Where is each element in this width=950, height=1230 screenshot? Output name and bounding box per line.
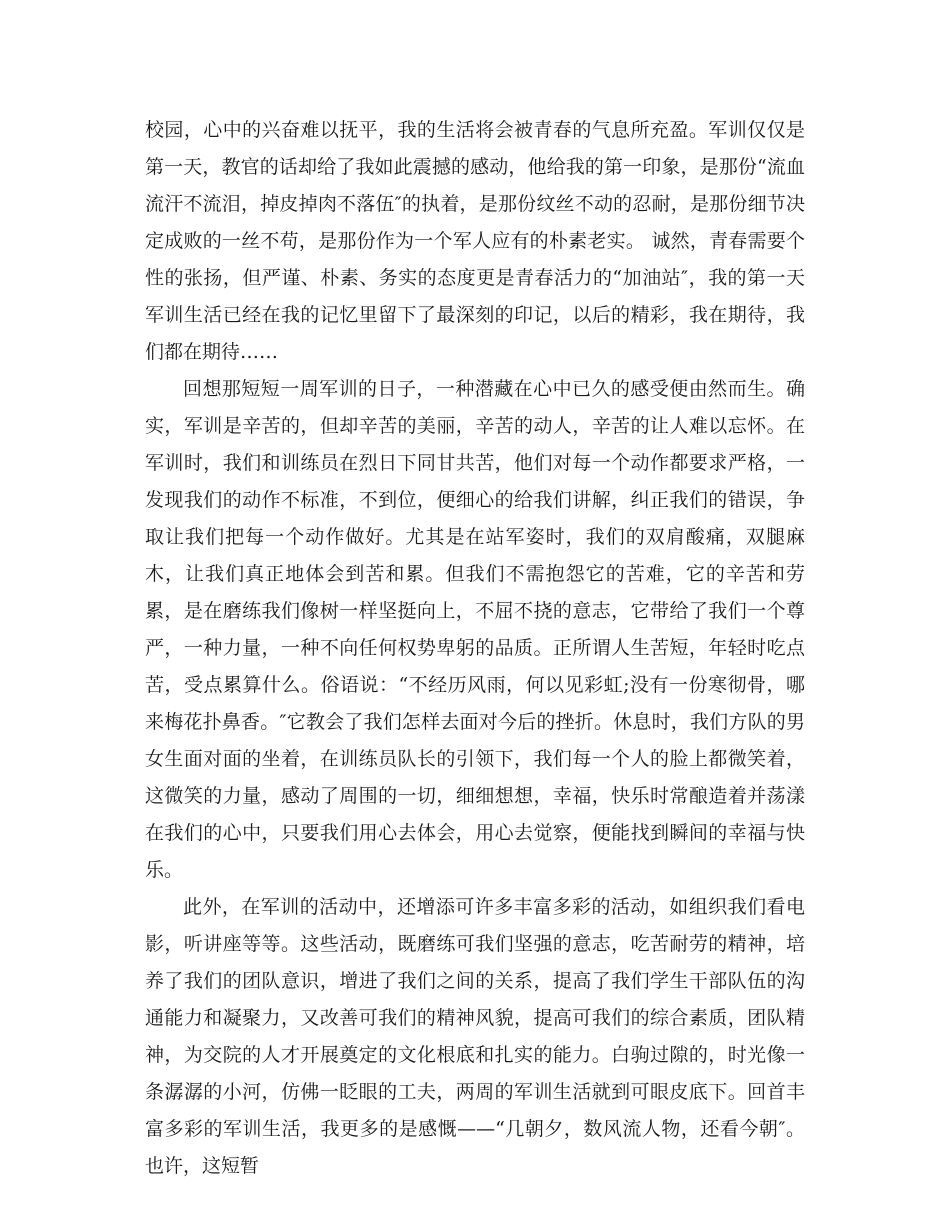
paragraph-3: 此外，在军训的活动中，还增添可许多丰富多彩的活动，如组织我们看电影，听讲座等等。这些活动，既磨练可我们坚强的意志，吃苦耐劳的精神，培养了我们的团队意识，增进了我们之间的关系，提高了我们学生干部队伍的沟通能力和凝聚力，又改善可我们的精神风貌，提高可我们的综合素质，团队精神，为交院的人才开展奠定的文化根底和扎实的能力。白驹过隙的，时光像一条潺潺的小河，仿佛一眨眼的工夫，两周的军训生活就到可眼皮底下。回首丰富多彩的军训生活，我更多的是感慨——“几朝夕，数风流人物，还看今朝″。也许，这短暂 [145,896,805,1177]
document-body [145,112,805,1185]
paragraph-1: 校园，心中的兴奋难以抚平，我的生活将会被青春的气息所充盈。军训仅仅是第一天，教官的话却给了我如此震撼的感动，他给我的第一印象，是那份“流血流汗不流泪，掉皮掉肉不落伍″的执着，是那份纹丝不动的忍耐，是那份细节决定成败的一丝不苟，是那份作为一个军人应有的朴素老实。 诚然，青春需要个性的张扬，但严谨、朴素、务实的态度更是青春活力的“加油站″，我的第一天军训生活已经在我的记忆里留下了最深刻的印记，以后的精彩，我在期待，我们都在期待…… [145,119,805,363]
paragraph-2: 回想那短短一周军训的日子，一种潜藏在心中已久的感受便由然而生。确实，军训是辛苦的，但却辛苦的美丽，辛苦的动人，辛苦的让人难以忘怀。在军训时，我们和训练员在烈日下同甘共苦，他们对每一个动作都要求严格，一发现我们的动作不标准，不到位，便细心的给我们讲解，纠正我们的错误，争取让我们把每一个动作做好。尤其是在站军姿时，我们的双肩酸痛，双腿麻木，让我们真正地体会到苦和累。但我们不需抱怨它的苦难，它的辛苦和劳累，是在磨练我们像树一样坚挺向上，不屈不挠的意志，它带给了我们一个尊严，一种力量，一种不向任何权势卑躬的品质。正所谓人生苦短，年轻时吃点苦，受点累算什么。俗语说：“不经历风雨，何以见彩虹;没有一份寒彻骨，哪来梅花扑鼻香。″它教会了我们怎样去面对今后的挫折。休息时，我们方队的男女生面对面的坐着，在训练员队长的引领下，我们每一个人的脸上都微笑着，这微笑的力量，感动了周围的一切，细细想想，幸福，快乐时常酿造着并荡漾在我们的心中，只要我们用心去体会，用心去觉察，便能找到瞬间的幸福与快乐。 [145,378,805,881]
